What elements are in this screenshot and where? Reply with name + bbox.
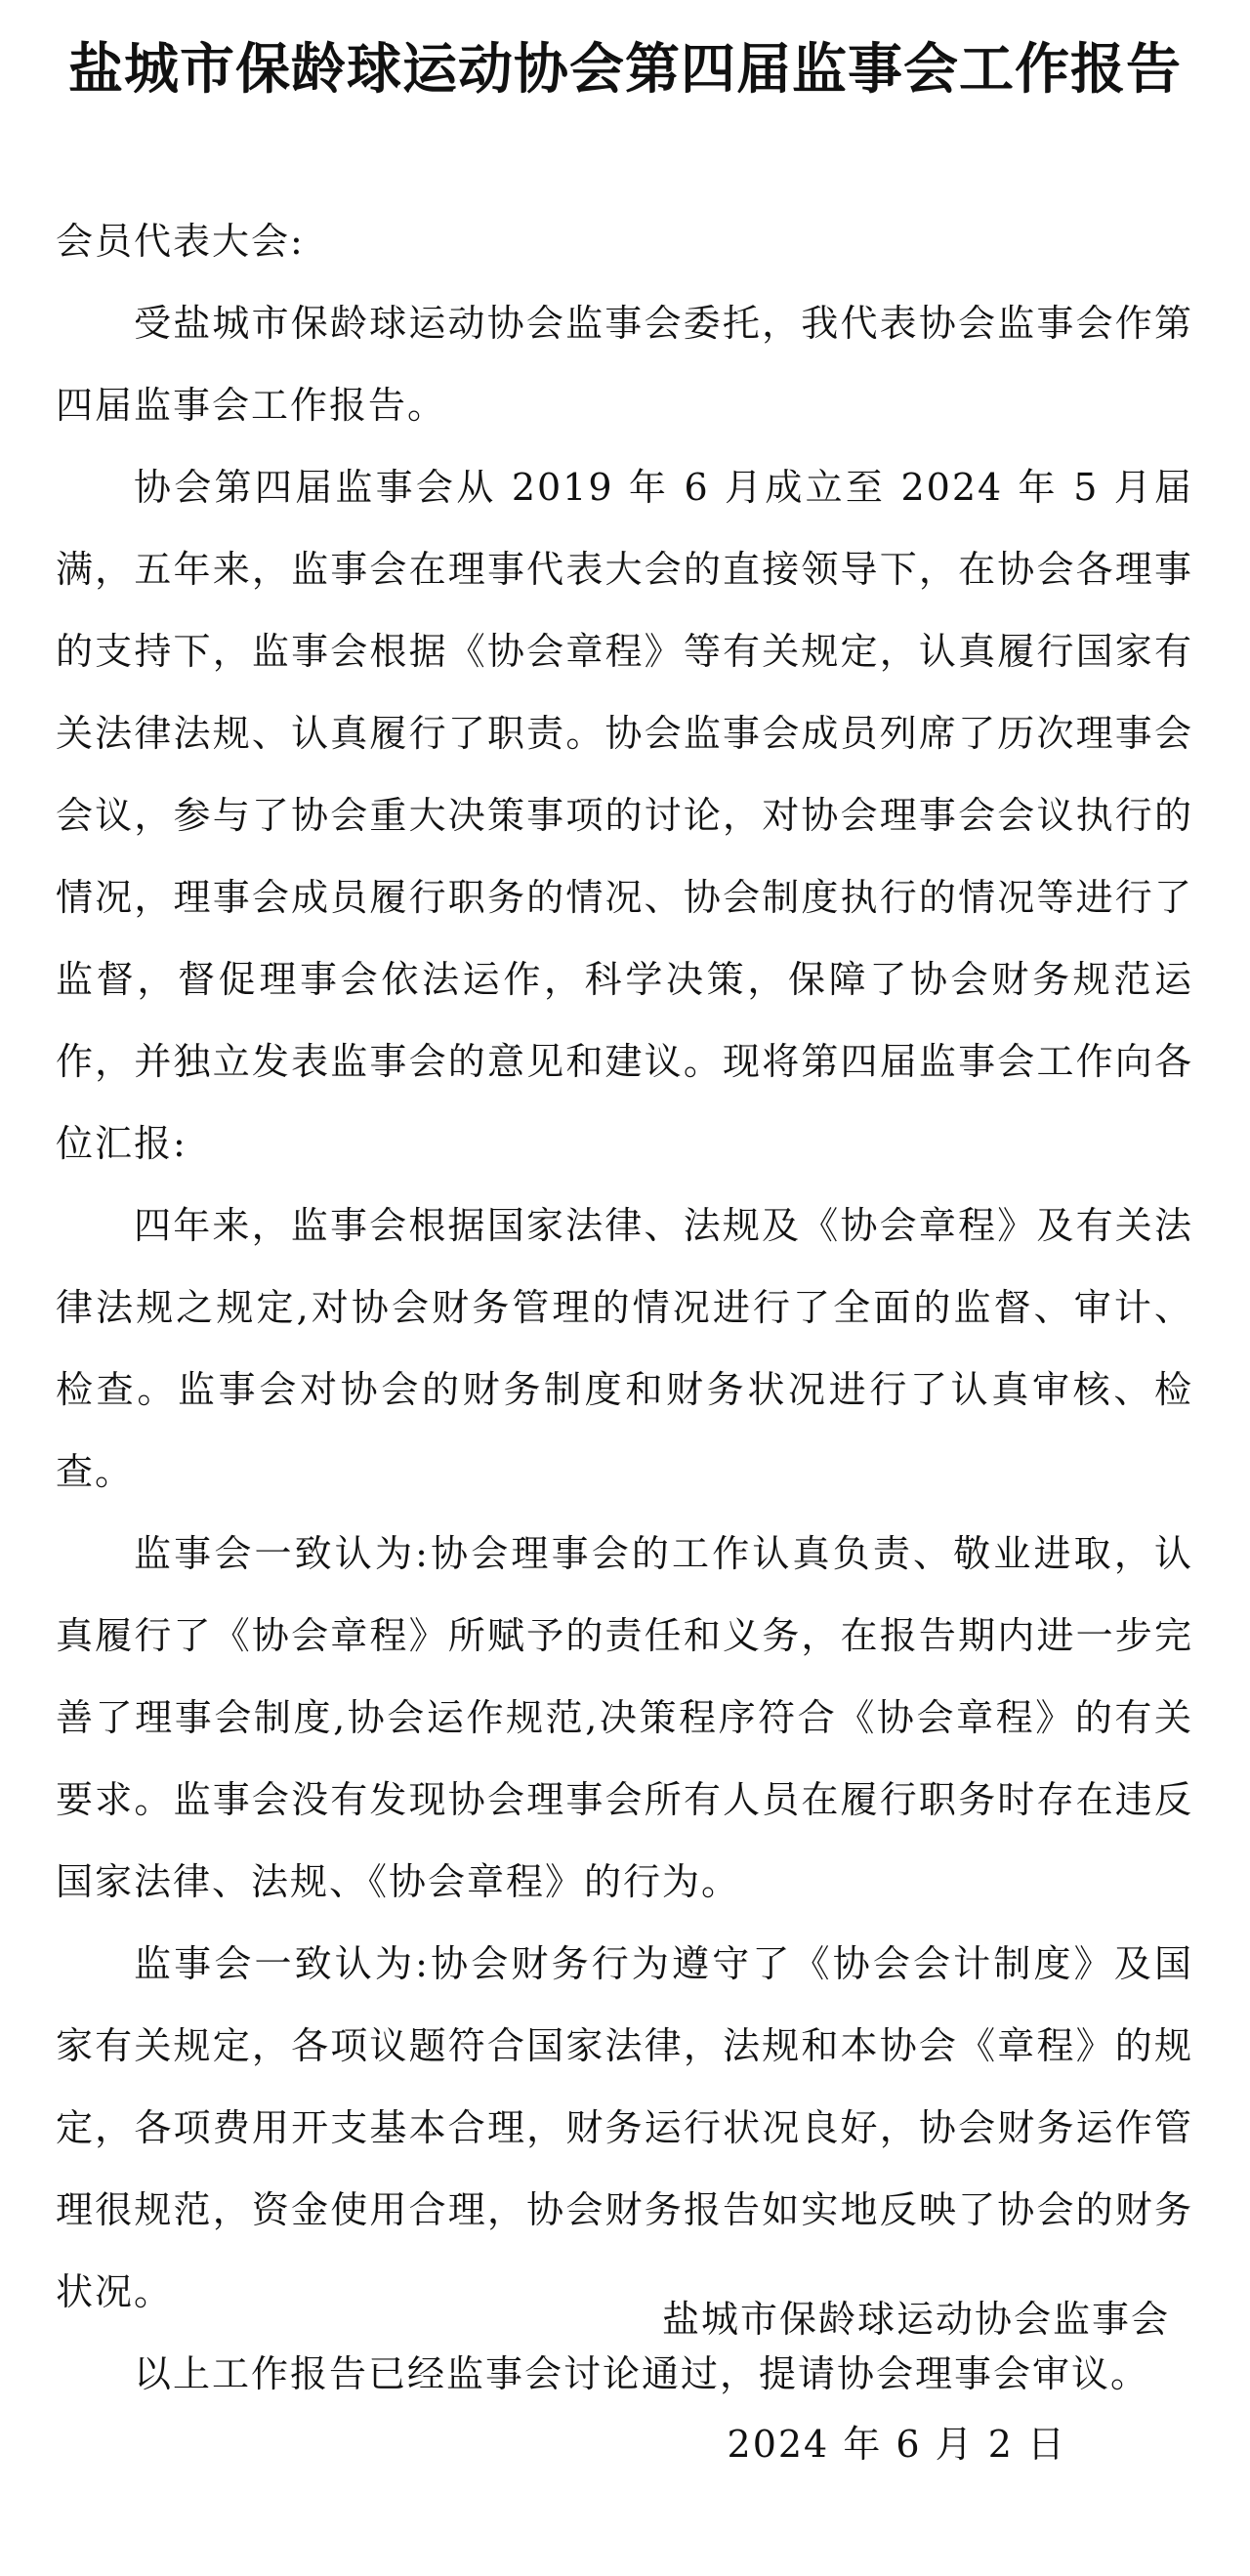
paragraph-4: 监事会一致认为:协会理事会的工作认真负责、敬业进取，认真履行了《协会章程》所赋予的责任和义务，在报告期内进一步完善了理事会制度,协会运作规范,决策程序符合《协会章程》的有关要求。监事会没有发现协会理事会所有人员在履行职务时存在违反国家法律、法规、《协会章程》的行为。 [56, 1532, 1193, 1903]
document-body [56, 200, 1193, 2415]
paragraph-6: 以上工作报告已经监事会讨论通过，提请协会理事会审议。 [134, 2352, 1150, 2395]
paragraph-1: 受盐城市保龄球运动协会监事会委托，我代表协会监事会作第四届监事会工作报告。 [56, 302, 1193, 427]
salutation: 会员代表大会: [56, 220, 305, 263]
signature-date: 2024 年 6 月 2 日 [727, 2423, 1066, 2466]
signature-organization: 盐城市保龄球运动协会监事会 [661, 2298, 1170, 2341]
paragraph-5: 监事会一致认为:协会财务行为遵守了《协会会计制度》及国家有关规定，各项议题符合国家法律，法规和本协会《章程》的规定，各项费用开支基本合理，财务运行状况良好，协会财务运作管理很规范，资金使用合理，协会财务报告如实地反映了协会的财务状况。 [56, 1942, 1193, 2313]
paragraph-2: 协会第四届监事会从 2019 年 6 月成立至 2024 年 5 月届满，五年来，监事会在理事代表大会的直接领导下，在协会各理事的支持下，监事会根据《协会章程》等有关规定，认真履行国家有关法律法规、认真履行了职责。协会监事会成员列席了历次理事会会议，参与了协会重大决策事项的讨论，对协会理事会会议执行的情况，理事会成员履行职务的情况、协会制度执行的情况等进行了监督，督促理事会依法运作，科学决策，保障了协会财务规范运作，并独立发表监事会的意见和建议。现将第四届监事会工作向各位汇报: [56, 466, 1193, 1165]
document-title: 盐城市保龄球运动协会第四届监事会工作报告 [68, 38, 1182, 102]
paragraph-3: 四年来，监事会根据国家法律、法规及《协会章程》及有关法律法规之规定,对协会财务管理的情况进行了全面的监督、审计、检查。监事会对协会的财务制度和财务状况进行了认真审核、检查。 [56, 1204, 1193, 1493]
